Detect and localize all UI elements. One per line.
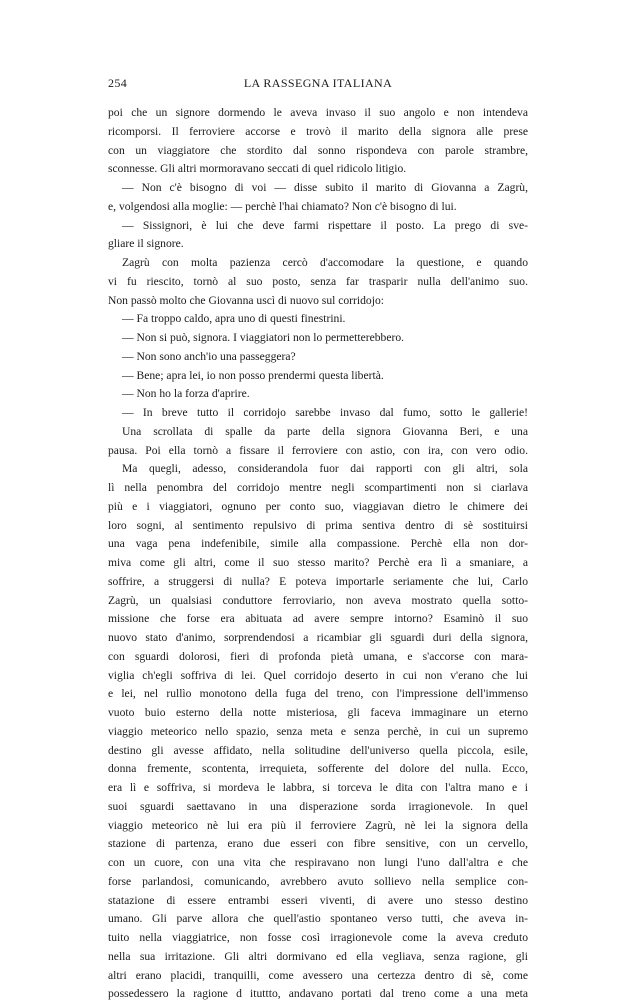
text-line: Zagrù, un qualsiasi conduttore ferroviario, non aveva mostrato quella sotto-: [108, 593, 528, 607]
text-line: — Sissignori, è lui che deve farmi rispettare il posto. La prego di sve-: [122, 218, 528, 232]
text-line: gliare il signore.: [108, 237, 184, 251]
text-line: suoi sguardi saettavano in una disperazione sorda irragionevole. In quel: [108, 799, 528, 813]
text-line: — Fa troppo caldo, apra uno di questi finestrini.: [122, 312, 346, 326]
text-line: Una scrollata di spalle da parte della signora Giovanna Beri, e una: [122, 424, 528, 438]
body-text: [108, 104, 528, 1004]
text-line: altri erano placidi, tranquilli, come avessero una certezza dentro di sè, come: [108, 968, 528, 982]
text-line: e, volgendosi alla moglie: — perchè l'hai chiamato? Non c'è bisogno di lui.: [108, 199, 457, 213]
text-line: una vaga pena indefenibile, simile alla compassione. Perchè ella non dor-: [108, 537, 528, 551]
text-line: vi fu riescito, tornò al suo posto, senza far trasparir nulla dell'animo suo.: [108, 274, 528, 288]
text-line: miva come gli altri, come il suo stesso marito? Perchè era lì a smaniare, a: [108, 556, 528, 569]
text-line: — Bene; apra lei, io non posso prendermi questa libertà.: [122, 368, 384, 382]
text-line: lì nella penombra del corridojo mentre negli scompartimenti non si ciarlava: [108, 481, 528, 494]
running-title: LA RASSEGNA ITALIANA: [243, 76, 393, 90]
text-line: Ma quegli, adesso, considerandola fuor dai rapporti con gli altri, sola: [122, 462, 528, 476]
text-line: nella sua irritazione. Gli altri dormivano ed ella vegliava, senza ragione, gli: [108, 949, 528, 963]
text-line: poi che un signore dormendo le aveva invaso il suo angolo e non intendeva: [108, 106, 528, 119]
text-line: Non passò molto che Giovanna uscì di nuovo sul corridojo:: [108, 293, 384, 307]
text-line: con un cuore, con una vita che respiravano non lungi l'uno dall'altra e che: [108, 856, 528, 869]
text-line: nuovo stato d'animo, sorprendendosi a ricambiar gli sguardi duri della signora,: [108, 631, 528, 644]
text-line: umano. Gli parve allora che quell'astio spontaneo verso tutti, che aveva in-: [108, 912, 528, 926]
text-line: — Non c'è bisogno di voi — disse subito il marito di Giovanna a Zagrù,: [122, 181, 528, 194]
text-line: — Non ho la forza d'aprire.: [122, 387, 250, 401]
text-line: missione che forse era abituata ad avere sempre intorno? Esaminò il suo: [108, 612, 528, 626]
page-number: 254: [108, 76, 128, 90]
text-line: pausa. Poi ella tornò a fissare il ferroviere con astio, con ira, con vero odio.: [108, 443, 528, 457]
text-line: stazione di partenza, erano due esseri con fibre sensitive, con un cervello,: [108, 837, 528, 851]
text-line: donna fremente, scontenta, irrequieta, sofferente del dolore del nulla. Ecco,: [108, 762, 528, 776]
page-header: [108, 76, 528, 92]
text-line: e lei, nel rullìo monotono della fuga del treno, con l'impressione dell'immenso: [108, 687, 528, 701]
text-line: destino gli avesse affidato, nella solitudine dell'universo quella piccola, esile,: [108, 743, 528, 757]
text-line: sconnesse. Gli altri mormoravano seccati di quel ridicolo litigio.: [108, 162, 407, 176]
text-line: era lì e soffriva, si mordeva le labbra, si torceva le dita con l'altra mano e i: [108, 781, 528, 794]
text-line: — Non si può, signora. I viaggiatori non lo permetterebbero.: [122, 331, 405, 344]
text-line: viglia ch'egli soffriva di lei. Quel corridojo deserto in cui non v'erano che lui: [108, 668, 528, 682]
text-line: più e i viaggiatori, ognuno per conto suo, viaggiavan dietro le chimere dei: [108, 499, 528, 513]
text-line: — In breve tutto il corridojo sarebbe invaso dal fumo, sotto le gallerie!: [122, 406, 528, 419]
text-line: — Non sono anch'io una passeggera?: [122, 349, 296, 363]
text-line: tuito nella viaggiatrice, non fosse così irragionevole come la aveva creduto: [108, 931, 528, 944]
text-line: soffrire, a struggersi di nulla? E poteva importarle seriamente che lui, Carlo: [108, 574, 528, 588]
text-line: forse parlandosi, comunicando, avrebbero avuto sollievo nella semplice con-: [108, 874, 528, 888]
text-line: loro sogni, al sentimento repulsivo di prima sentiva dentro di sè sostituirsi: [108, 518, 528, 532]
text-line: viaggio meteorico nè lui era più il ferroviere Zagrù, nè lei la signora della: [108, 818, 528, 832]
text-line: possedessero la ragione d ituttto, andavano portati dal treno come a una meta: [108, 987, 528, 1001]
text-line: Zagrù con molta pazienza cercò d'accomodare la questione, e quando: [122, 256, 528, 269]
text-line: ricomporsi. Il ferroviere accorse e trovò il marito della signora alle prese: [108, 124, 528, 138]
text-line: con un viaggiatore che stordito dal sonno rispondeva con parole strambre,: [108, 143, 528, 157]
text-line: viaggio meteorico nello spazio, senza meta e senza perchè, in cui un supremo: [108, 724, 528, 738]
text-line: con sguardi dolorosi, fieri di profonda pietà umana, e s'accorse con mara-: [108, 649, 528, 663]
text-line: statazione di essere entrambi esseri viventi, di avere uno stesso destino: [108, 893, 528, 907]
text-line: vuoto buio esterno della notte misteriosa, gli faceva immaginare un eterno: [108, 706, 528, 719]
